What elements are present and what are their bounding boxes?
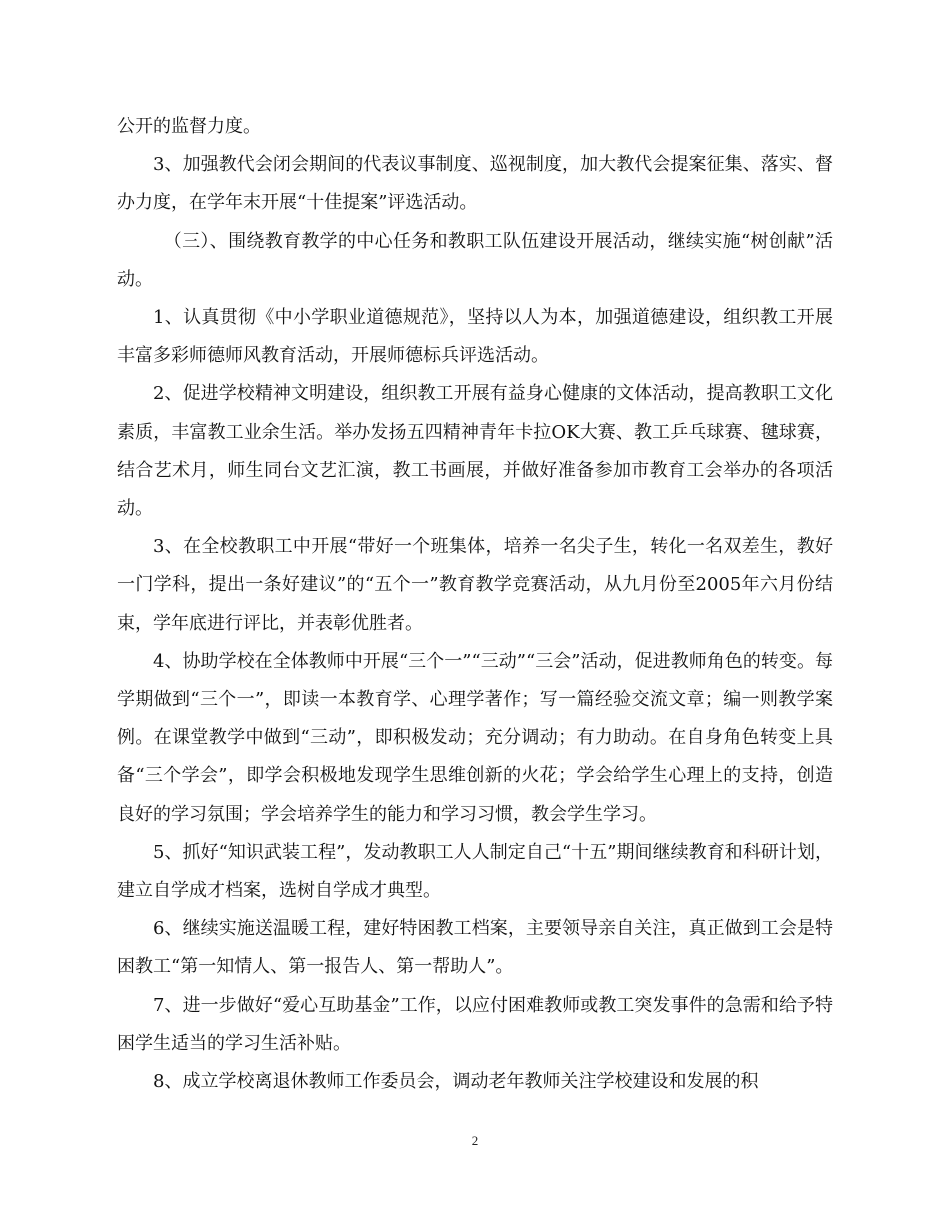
paragraph-item-4-three-ones: 4、协助学校在全体教师中开展“三个一”“三动”“三会”活动，促进教师角色的转变。每学期做到“三个一”，即读一本教育学、心理学著作；写一篇经验交流文章；编一则教学案例。在课堂教学中做到“三动”，即积极发动；充分调动；有力助动。在自身角色转变上具备“三个学会”，即学会积极地发现学生思维创新的火花；学会给学生心理上的支持，创造良好的学习氛围；学会培养学生的能力和学习习惯，教会学生学习。 bbox=[117, 650, 833, 825]
paragraph-continuation: 公开的监督力度。 bbox=[117, 116, 261, 137]
paragraph-item-7-fund: 7、进一步做好“爱心互助基金”工作，以应付困难教师或教工突发事件的急需和给予特困学生适当的学习生活补贴。 bbox=[117, 994, 833, 1054]
paragraph-item-8-retirees: 8、成立学校离退休教师工作委员会，调动老年教师关注学校建设和发展的积 bbox=[153, 1071, 759, 1093]
paragraph-item-2-culture: 2、促进学校精神文明建设，组织教工开展有益身心健康的文体活动，提高教职工文化素质，丰富教工业余生活。举办发扬五四精神青年卡拉OK大赛、教工乒乓球赛、毽球赛，结合艺术月，师生同台文艺汇演，教工书画展，并做好准备参加市教育工会举办的各项活动。 bbox=[117, 383, 833, 520]
paragraph-item-3-five-ones: 3、在全校教职工中开展“带好一个班集体，培养一名尖子生，转化一名双差生，教好一门学科，提出一条好建议”的“五个一”教育教学竞赛活动，从九月份至2005年六月份结束，学年底进行评比，并表彰优胜者。 bbox=[117, 536, 833, 634]
page-number: 2 bbox=[471, 1133, 479, 1148]
paragraph-item-6-warmth: 6、继续实施送温暖工程，建好特困教工档案，主要领导亲自关注，真正做到工会是特困教工“第一知情人、第一报告人、第一帮助人”。 bbox=[117, 918, 833, 978]
paragraph-item-1-ethics: 1、认真贯彻《中小学职业道德规范》，坚持以人为本，加强道德建设，组织教工开展丰富多彩师德师风教育活动，开展师德标兵评选活动。 bbox=[117, 307, 833, 367]
paragraph-item-5-knowledge: 5、抓好“知识武装工程”，发动教职工人人制定自己“十五”期间继续教育和科研计划，建立自学成才档案，选树自学成才典型。 bbox=[117, 841, 833, 902]
paragraph-item-3-proposals: 3、加强教代会闭会期间的代表议事制度、巡视制度，加大教代会提案征集、落实、督办力度，在学年末开展“十佳提案”评选活动。 bbox=[117, 154, 833, 214]
section-heading-3: （三）、围绕教育教学的中心任务和教职工队伍建设开展活动，继续实施“树创献”活动。 bbox=[117, 230, 833, 290]
document-body bbox=[117, 108, 833, 1101]
